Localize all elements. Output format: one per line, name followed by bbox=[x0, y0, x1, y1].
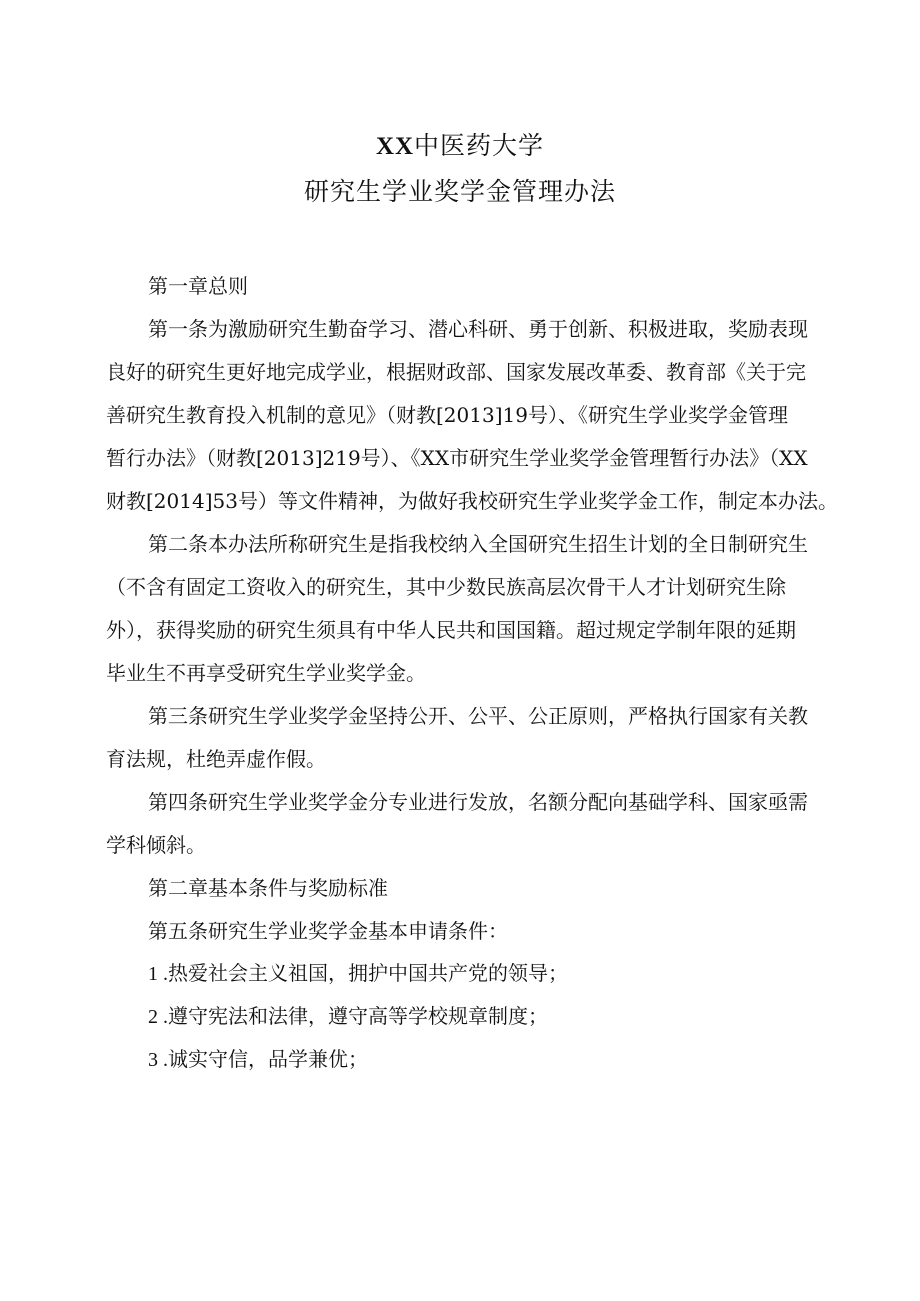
paragraph-line: 财教[2014]53号）等文件精神，为做好我校研究生学业奖学金工作，制定本办法。 bbox=[106, 489, 838, 513]
paragraph-line: 第五条研究生学业奖学金基本申请条件： bbox=[148, 919, 508, 943]
paragraph-line: 第二条本办法所称研究生是指我校纳入全国研究生招生计划的全日制研究生 bbox=[148, 532, 808, 556]
chapter-heading: 第一章总则 bbox=[148, 274, 248, 298]
list-item: 1 .热爱社会主义祖国，拥护中国共产党的领导； bbox=[148, 963, 568, 985]
paragraph-line: 第一条为激励研究生勤奋学习、潜心科研、勇于创新、积极进取，奖励表现 bbox=[148, 317, 808, 341]
paragraph-line: 第三条研究生学业奖学金坚持公开、公平、公正原则，严格执行国家有关教 bbox=[148, 704, 808, 728]
paragraph-line: 第四条研究生学业奖学金分专业进行发放，名额分配向基础学科、国家亟需 bbox=[148, 790, 808, 814]
list-item: 3 .诚实守信，品学兼优； bbox=[148, 1049, 368, 1071]
paragraph-line: 毕业生不再享受研究生学业奖学金。 bbox=[106, 661, 426, 685]
paragraph-line: 良好的研究生更好地完成学业，根据财政部、国家发展改革委、教育部《关于完 bbox=[106, 360, 806, 384]
paragraph-line: 学科倾斜。 bbox=[106, 833, 206, 857]
chapter-heading: 第二章基本条件与奖励标准 bbox=[148, 876, 388, 900]
paragraph-line: 善研究生教育投入机制的意见》（财教[2013]19号）、《研究生学业奖学金管理 bbox=[106, 403, 788, 427]
paragraph-line: 育法规，杜绝弄虚作假。 bbox=[106, 747, 326, 771]
title-latin: XX bbox=[375, 133, 415, 160]
document-subtitle: 研究生学业奖学金管理办法 bbox=[303, 177, 616, 206]
paragraph-line: （不含有固定工资收入的研究生，其中少数民族高层次骨干人才计划研究生除 bbox=[106, 575, 786, 599]
paragraph-line: 暂行办法》（财教[2013]219号）、《XX市研究生学业奖学金管理暂行办法》（XX bbox=[106, 446, 808, 470]
title-rest: 中医药大学 bbox=[414, 131, 545, 160]
list-item: 2 .遵守宪法和法律，遵守高等学校规章制度； bbox=[148, 1006, 548, 1028]
paragraph-line: 外），获得奖励的研究生须具有中华人民共和国国籍。超过规定学制年限的延期 bbox=[106, 618, 796, 642]
document-title bbox=[0, 126, 920, 162]
